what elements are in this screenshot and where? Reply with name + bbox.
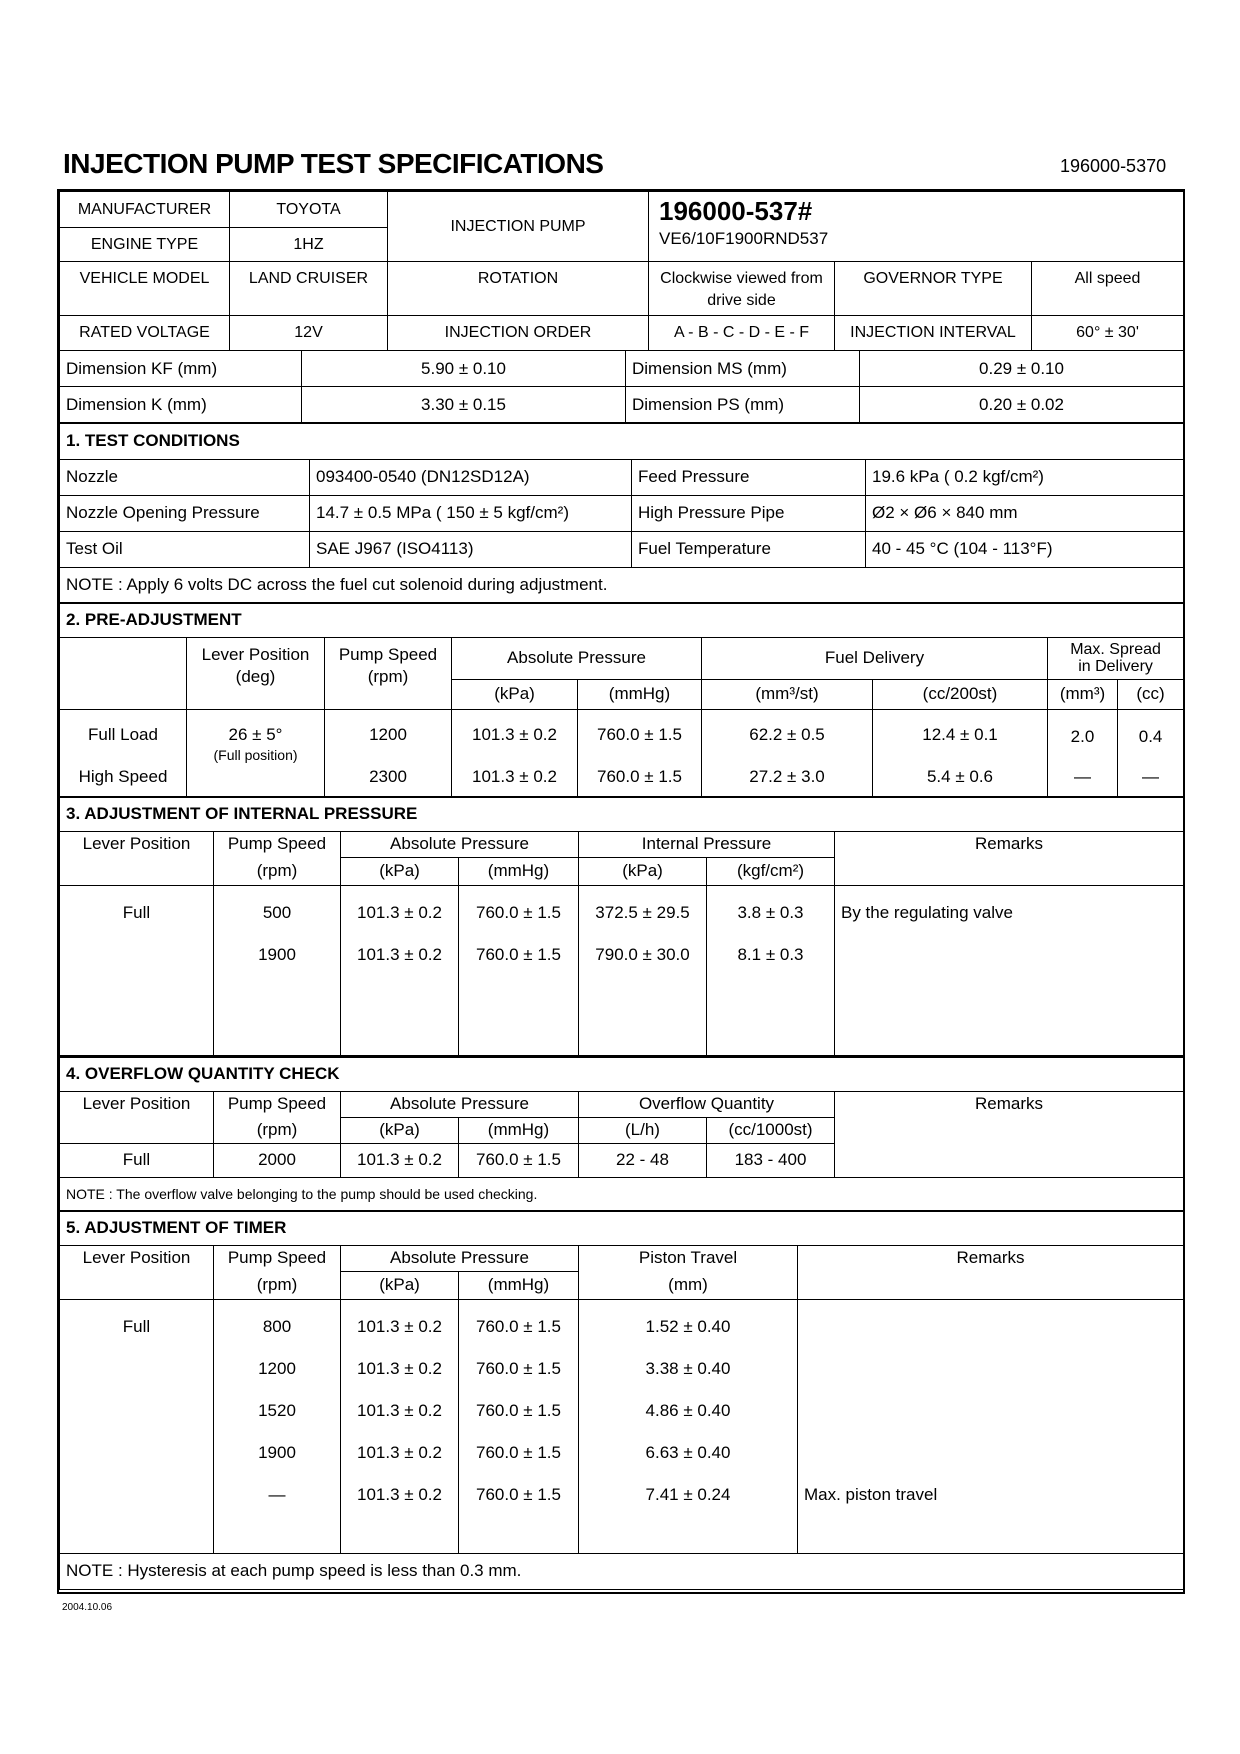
pre-adj-row1-kpa: 101.3 ± 0.2: [472, 724, 557, 744]
pre-adj-blank-header: [60, 637, 187, 709]
tm-speed-5: —: [268, 1484, 286, 1504]
governor-type-label: GOVERNOR TYPE: [835, 262, 1032, 316]
of-unit-mmhg: (mmHg): [459, 1117, 579, 1143]
ip-internal-kpa-cell: [579, 885, 707, 1055]
nozzle-label: Nozzle: [60, 459, 310, 495]
pre-adj-unit-mmhg: (mmHg): [578, 679, 702, 709]
ip-remarks-cell: [835, 885, 1184, 1055]
pre-adj-row1-spread-cc: 0.4: [1138, 726, 1163, 746]
feed-pressure-label: Feed Pressure: [632, 459, 866, 495]
tm-remark: Max. piston travel: [804, 1484, 938, 1504]
dimension-ms-value: 0.29 ± 0.10: [860, 351, 1184, 387]
pre-adj-speed-header: [325, 637, 452, 709]
tm-lever-header: Lever Position: [60, 1245, 214, 1271]
pre-adj-spread-cc-cell: [1118, 709, 1184, 797]
pre-adj-row2-spread-cc: —: [1142, 766, 1160, 786]
overflow-heading: 4. OVERFLOW QUANTITY CHECK: [60, 1057, 1184, 1091]
rotation-value-line2: drive side: [707, 292, 776, 309]
tm-piston-5: 7.41 ± 0.24: [645, 1484, 731, 1504]
of-speed-header: Pump Speed: [214, 1091, 341, 1117]
dimension-k-value: 3.30 ± 0.15: [302, 387, 626, 423]
rotation-value: [649, 262, 835, 316]
pre-adj-unit-cc200: (cc/200st): [873, 679, 1048, 709]
pre-adj-spread-title-1: Max. Spread: [1070, 641, 1161, 658]
ip-internal-kgf-2: 8.1 ± 0.3: [737, 944, 804, 964]
ip-kpa-2: 101.3 ± 0.2: [357, 944, 442, 964]
nozzle-opening-label: Nozzle Opening Pressure: [60, 495, 310, 531]
manufacturer-value: TOYOTA: [230, 192, 388, 228]
tm-kpa-4: 101.3 ± 0.2: [357, 1442, 442, 1462]
pre-adj-row2-speed: 2300: [369, 766, 407, 786]
tm-speed-header: Pump Speed: [214, 1245, 341, 1271]
ip-mmhg-cell: [459, 885, 579, 1055]
dimensions-block: [59, 350, 1183, 423]
pre-adj-row1-spread-mm3: 2.0: [1070, 726, 1095, 746]
of-lh-value: 22 - 48: [579, 1143, 707, 1177]
dimension-kf-value: 5.90 ± 0.10: [302, 351, 626, 387]
pre-adj-spread-mm3-cell: [1048, 709, 1118, 797]
ip-unit-mmhg: (mmHg): [459, 857, 579, 885]
engine-type-value: 1HZ: [230, 228, 388, 262]
tm-piston-4: 6.63 ± 0.40: [645, 1442, 731, 1462]
document-code: 196000-5370: [1060, 156, 1167, 176]
tm-piston-cell: [579, 1299, 798, 1553]
dimension-k-label: Dimension K (mm): [60, 387, 302, 423]
injection-interval-label: INJECTION INTERVAL: [835, 316, 1032, 351]
internal-pressure-block: [59, 796, 1183, 1056]
pre-adj-row2-cc200: 5.4 ± 0.6: [926, 766, 994, 786]
ip-mmhg-1: 760.0 ± 1.5: [476, 902, 561, 922]
pre-adj-speed-title: Pump Speed: [338, 644, 438, 664]
test-oil-value: SAE J967 (ISO4113): [310, 531, 632, 567]
high-pressure-pipe-label: High Pressure Pipe: [632, 495, 866, 531]
timer-heading: 5. ADJUSTMENT OF TIMER: [60, 1211, 1184, 1245]
injection-order-label: INJECTION ORDER: [388, 316, 649, 351]
ip-remark: By the regulating valve: [841, 902, 1013, 922]
injection-order-value: A - B - C - D - E - F: [649, 316, 835, 351]
of-unit-lh: (L/h): [579, 1117, 707, 1143]
tm-abs-header: Absolute Pressure: [341, 1245, 579, 1271]
ip-unit-kgf: (kgf/cm²): [707, 857, 835, 885]
of-lever-header: Lever Position: [60, 1091, 214, 1117]
engine-type-label: ENGINE TYPE: [60, 228, 230, 262]
rated-voltage-label: RATED VOLTAGE: [60, 316, 230, 351]
pre-adj-row2-spread-mm3: —: [1074, 766, 1091, 786]
tm-piston-header: Piston Travel: [579, 1245, 798, 1271]
of-overflow-header: Overflow Quantity: [579, 1091, 835, 1117]
pre-adj-lever-cell: [187, 709, 325, 797]
injection-pump-label: INJECTION PUMP: [388, 192, 649, 262]
ip-lever-cell: [60, 885, 214, 1055]
tm-mmhg-1: 760.0 ± 1.5: [476, 1316, 561, 1336]
ip-unit-rpm: (rpm): [214, 857, 341, 885]
dimension-ps-label: Dimension PS (mm): [626, 387, 860, 423]
pre-adj-mmhg-cell: [578, 709, 702, 797]
pre-adj-row1-mmhg: 760.0 ± 1.5: [597, 724, 682, 744]
ip-mmhg-2: 760.0 ± 1.5: [476, 944, 561, 964]
ip-kpa-1: 101.3 ± 0.2: [357, 902, 442, 922]
ip-internal-kgf-cell: [707, 885, 835, 1055]
pre-adj-spread-header: [1048, 637, 1184, 679]
tm-kpa-3: 101.3 ± 0.2: [357, 1400, 442, 1420]
of-remarks-header: Remarks: [835, 1091, 1184, 1177]
ip-speed-1: 500: [262, 902, 292, 922]
tm-lever-value: Full: [122, 1316, 151, 1336]
pre-adj-row1-cc200: 12.4 ± 0.1: [922, 724, 998, 744]
pre-adj-fuel-header: Fuel Delivery: [702, 637, 1048, 679]
tm-speed-cell: [214, 1299, 341, 1553]
test-conditions-note: NOTE : Apply 6 volts DC across the fuel cut solenoid during adjustment.: [60, 567, 1184, 603]
dimension-kf-label: Dimension KF (mm): [60, 351, 302, 387]
injection-interval-value: 60° ± 30': [1032, 316, 1184, 351]
ip-speed-header: Pump Speed: [214, 831, 341, 857]
footer-date: 2004.10.06: [62, 1602, 113, 1613]
tm-speed-4: 1900: [258, 1442, 296, 1462]
rotation-label: ROTATION: [388, 262, 649, 316]
info-block: [59, 191, 1183, 351]
pre-adj-unit-mm3: (mm³): [1048, 679, 1118, 709]
ip-lever-value: Full: [122, 902, 151, 922]
tm-unit-kpa: (kPa): [341, 1271, 459, 1299]
ip-kpa-cell: [341, 885, 459, 1055]
tm-unit-rpm: (rpm): [214, 1271, 341, 1299]
overflow-note: NOTE : The overflow valve belonging to the pump should be used checking.: [60, 1177, 1184, 1211]
ip-lever-header: Lever Position: [60, 831, 214, 857]
tm-remarks-cell: [798, 1299, 1184, 1553]
tm-mmhg-2: 760.0 ± 1.5: [476, 1358, 561, 1378]
fuel-temperature-value: 40 - 45 °C (104 - 113°F): [866, 531, 1184, 567]
test-oil-label: Test Oil: [60, 531, 310, 567]
manufacturer-label: MANUFACTURER: [60, 192, 230, 228]
tm-mmhg-3: 760.0 ± 1.5: [476, 1400, 561, 1420]
pre-adj-unit-mm3st: (mm³/st): [702, 679, 873, 709]
tm-speed-2: 1200: [258, 1358, 296, 1378]
tm-kpa-5: 101.3 ± 0.2: [357, 1484, 442, 1504]
ip-internal-kgf-1: 3.8 ± 0.3: [737, 902, 804, 922]
pre-adj-row2-mm3st: 27.2 ± 3.0: [749, 766, 825, 786]
test-conditions-block: [59, 422, 1183, 604]
pre-adj-unit-cc: (cc): [1118, 679, 1184, 709]
tm-remarks-header: Remarks: [798, 1245, 1184, 1299]
pre-adj-row1-name: Full Load: [88, 724, 158, 744]
tm-lever-unit-blank: [60, 1271, 214, 1299]
pump-model: VE6/10F1900RND537: [659, 229, 829, 248]
pre-adj-row2-kpa: 101.3 ± 0.2: [472, 766, 557, 786]
dimension-ms-label: Dimension MS (mm): [626, 351, 860, 387]
pre-adj-row2-mmhg: 760.0 ± 1.5: [597, 766, 682, 786]
ip-speed-cell: [214, 885, 341, 1055]
pump-id-cell: [649, 192, 1184, 262]
tm-mmhg-cell: [459, 1299, 579, 1553]
overflow-block: [59, 1056, 1183, 1212]
of-mmhg-value: 760.0 ± 1.5: [459, 1143, 579, 1177]
pre-adjustment-heading: 2. PRE-ADJUSTMENT: [60, 603, 1184, 637]
pre-adjustment-block: [59, 602, 1183, 798]
ip-internal-header: Internal Pressure: [579, 831, 835, 857]
tm-unit-mm: (mm): [579, 1271, 798, 1299]
pre-adj-lever-value: 26 ± 5°: [228, 724, 283, 744]
pre-adj-cc200-cell: [873, 709, 1048, 797]
pre-adj-spread-title-2: in Delivery: [1078, 658, 1153, 675]
governor-type-value: All speed: [1032, 262, 1184, 316]
tm-kpa-1: 101.3 ± 0.2: [357, 1316, 442, 1336]
tm-kpa-cell: [341, 1299, 459, 1553]
tm-piston-2: 3.38 ± 0.40: [645, 1358, 731, 1378]
pre-adj-lever-unit: (deg): [235, 666, 276, 686]
ip-internal-kpa-2: 790.0 ± 30.0: [595, 944, 690, 964]
vehicle-model-value: LAND CRUISER: [230, 262, 388, 316]
rotation-value-line1: Clockwise viewed from: [660, 270, 823, 287]
of-cc1000-value: 183 - 400: [707, 1143, 835, 1177]
pre-adj-lever-title: Lever Position: [201, 644, 310, 664]
of-unit-kpa: (kPa): [341, 1117, 459, 1143]
of-lever-value: Full: [60, 1143, 214, 1177]
of-abs-header: Absolute Pressure: [341, 1091, 579, 1117]
pre-adj-abs-header: Absolute Pressure: [452, 637, 702, 679]
pre-adj-lever-note: (Full position): [213, 746, 298, 763]
pre-adj-speed-cell: [325, 709, 452, 797]
ip-lever-unit-blank: [60, 857, 214, 885]
timer-block: [59, 1210, 1183, 1590]
nozzle-value: 093400-0540 (DN12SD12A): [310, 459, 632, 495]
ip-unit-kpa-internal: (kPa): [579, 857, 707, 885]
rated-voltage-value: 12V: [230, 316, 388, 351]
of-unit-rpm: (rpm): [214, 1117, 341, 1143]
pre-adj-speed-unit: (rpm): [367, 666, 409, 686]
of-unit-cc1000: (cc/1000st): [707, 1117, 835, 1143]
of-kpa-value: 101.3 ± 0.2: [341, 1143, 459, 1177]
pre-adj-unit-kpa: (kPa): [452, 679, 578, 709]
ip-abs-header: Absolute Pressure: [341, 831, 579, 857]
tm-piston-3: 4.86 ± 0.40: [645, 1400, 731, 1420]
of-lever-unit-blank: [60, 1117, 214, 1143]
pre-adj-row2-name: High Speed: [78, 766, 168, 786]
feed-pressure-value: 19.6 kPa ( 0.2 kgf/cm²): [866, 459, 1184, 495]
tm-speed-1: 800: [262, 1316, 292, 1336]
tm-mmhg-4: 760.0 ± 1.5: [476, 1442, 561, 1462]
tm-piston-1: 1.52 ± 0.40: [645, 1316, 731, 1336]
pump-number: 196000-537#: [659, 196, 813, 226]
dimension-ps-value: 0.20 ± 0.02: [860, 387, 1184, 423]
pre-adj-kpa-cell: [452, 709, 578, 797]
test-conditions-heading: 1. TEST CONDITIONS: [60, 423, 1184, 459]
ip-internal-kpa-1: 372.5 ± 29.5: [595, 902, 690, 922]
pre-adj-row1-speed: 1200: [369, 724, 407, 744]
pre-adj-row-names: [60, 709, 187, 797]
timer-note: NOTE : Hysteresis at each pump speed is less than 0.3 mm.: [60, 1553, 1184, 1589]
tm-kpa-2: 101.3 ± 0.2: [357, 1358, 442, 1378]
vehicle-model-label: VEHICLE MODEL: [60, 262, 230, 316]
fuel-temperature-label: Fuel Temperature: [632, 531, 866, 567]
tm-unit-mmhg: (mmHg): [459, 1271, 579, 1299]
ip-unit-kpa: (kPa): [341, 857, 459, 885]
pre-adj-lever-header: [187, 637, 325, 709]
high-pressure-pipe-value: Ø2 × Ø6 × 840 mm: [866, 495, 1184, 531]
of-speed-value: 2000: [214, 1143, 341, 1177]
tm-lever-cell: [60, 1299, 214, 1553]
ip-speed-2: 1900: [258, 944, 296, 964]
tm-mmhg-5: 760.0 ± 1.5: [476, 1484, 561, 1504]
nozzle-opening-value: 14.7 ± 0.5 MPa ( 150 ± 5 kgf/cm²): [310, 495, 632, 531]
pre-adj-mm3st-cell: [702, 709, 873, 797]
document-title: INJECTION PUMP TEST SPECIFICATIONS: [63, 148, 604, 179]
pre-adj-row1-mm3st: 62.2 ± 0.5: [749, 724, 825, 744]
ip-remarks-header: Remarks: [835, 831, 1184, 885]
tm-speed-3: 1520: [258, 1400, 296, 1420]
internal-pressure-heading: 3. ADJUSTMENT OF INTERNAL PRESSURE: [60, 797, 1184, 831]
